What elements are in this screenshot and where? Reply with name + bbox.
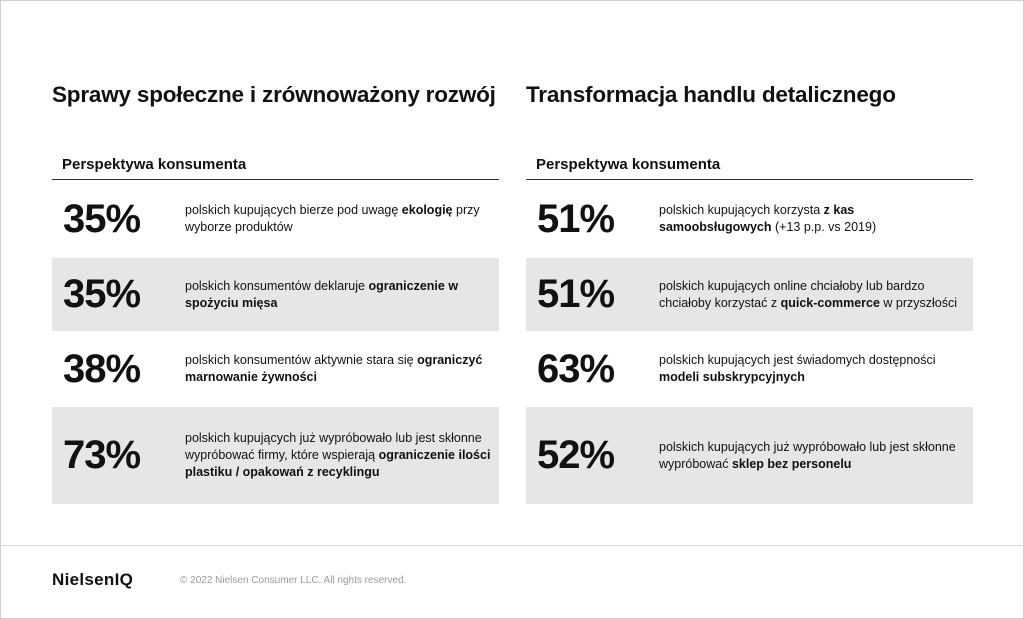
stat-description	[659, 278, 973, 312]
body-text: w przyszłości	[879, 295, 958, 310]
emphasis-text: ograniczenie w spożyciu mięsa	[185, 278, 459, 310]
stat-row	[52, 180, 499, 258]
nielseniq-logo: NielsenIQ	[52, 570, 134, 589]
stat-row	[52, 258, 499, 331]
stat-description	[185, 202, 499, 236]
stat-description	[185, 430, 499, 481]
left-subheading: Perspektywa konsumenta	[52, 154, 499, 180]
stat-row	[526, 180, 973, 258]
stat-description	[185, 352, 499, 386]
body-text: polskich kupujących online chciałoby lub bardzo chciałoby korzystać z	[659, 278, 925, 310]
body-text: polskich kupujących korzysta	[659, 203, 824, 217]
stat-row	[52, 331, 499, 407]
stat-percent: 38%	[63, 346, 141, 391]
body-text: polskich konsumentów aktywnie stara się	[185, 353, 418, 367]
footer-divider	[0, 545, 1024, 546]
stat-percent: 73%	[63, 433, 141, 477]
right-stat-list	[526, 180, 973, 504]
left-column-title: Sprawy społeczne i zrównoważony rozwój	[52, 82, 496, 107]
emphasis-text: z kas samoobsługowych	[659, 203, 855, 234]
body-text: przy wyborze produktów	[185, 203, 480, 234]
body-text: polskich kupujących jest świadomych dostępności	[659, 353, 936, 367]
stat-percent: 51%	[537, 196, 615, 241]
emphasis-text: ekologię	[401, 203, 453, 217]
body-text: polskich kupujących już wypróbowało lub jest skłonne wypróbować firmy, które wspierają	[185, 431, 482, 462]
emphasis-text: quick-commerce	[780, 295, 880, 310]
right-column-title: Transformacja handlu detalicznego	[526, 82, 896, 107]
stat-row	[526, 407, 973, 504]
copyright-text: © 2022 Nielsen Consumer LLC. All rights reserved.	[180, 575, 407, 586]
stat-description	[659, 202, 973, 236]
right-subheading: Perspektywa konsumenta	[526, 154, 973, 180]
body-text: polskich kupujących bierze pod uwagę	[185, 203, 402, 217]
stat-row	[526, 258, 973, 331]
emphasis-text: ograniczyć marnowanie żywności	[185, 353, 483, 384]
left-column	[52, 80, 499, 504]
body-text: polskich konsumentów deklaruje	[185, 278, 369, 293]
emphasis-text: modeli subskrypcyjnych	[659, 370, 805, 384]
stat-percent: 35%	[63, 196, 141, 241]
emphasis-text: ograniczenie ilości plastiku / opakowań z recyklingu	[185, 448, 491, 479]
stat-description	[659, 352, 973, 386]
stat-percent: 63%	[537, 346, 615, 391]
stat-description	[185, 278, 499, 312]
body-text: polskich kupujących już wypróbowało lub jest skłonne wypróbować	[659, 439, 956, 471]
stat-row	[526, 331, 973, 407]
right-column	[526, 80, 973, 504]
stat-percent: 35%	[63, 272, 141, 316]
stat-percent: 52%	[537, 433, 615, 477]
left-stat-list	[52, 180, 499, 504]
stat-description	[659, 439, 973, 473]
stat-row	[52, 407, 499, 504]
stat-percent: 51%	[537, 272, 615, 316]
body-text: (+13 p.p. vs 2019)	[771, 220, 877, 234]
emphasis-text: sklep bez personelu	[731, 456, 852, 471]
